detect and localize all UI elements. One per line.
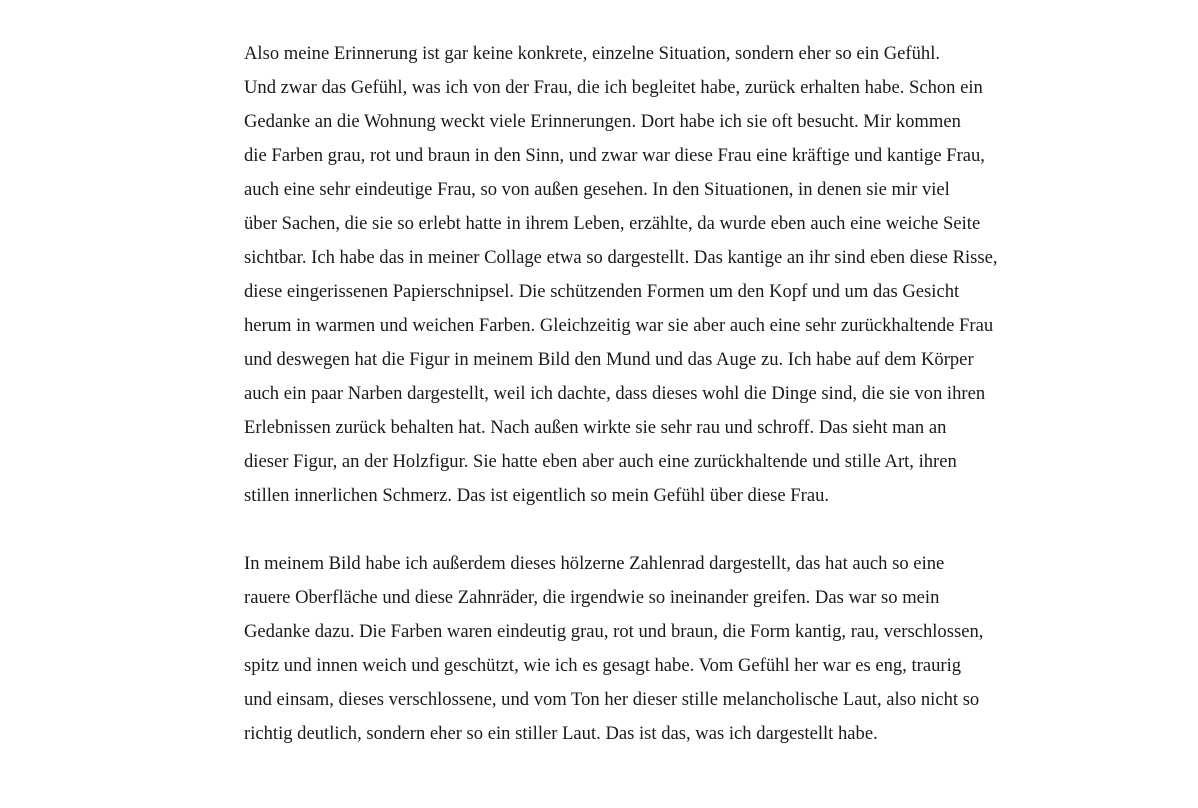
text-line: auch eine sehr eindeutige Frau, so von außen gesehen. In den Situationen, in denen sie mir viel	[244, 179, 950, 200]
text-line: In meinem Bild habe ich außerdem dieses hölzerne Zahlenrad dargestellt, das hat auch so eine	[244, 553, 945, 574]
text-line: rauere Oberfläche und diese Zahnräder, die irgendwie so ineinander greifen. Das war so mein	[244, 587, 940, 608]
paragraph-spacer	[244, 513, 1064, 547]
text-line: stillen innerlichen Schmerz. Das ist eigentlich so mein Gefühl über diese Frau.	[244, 485, 830, 506]
text-line: dieser Figur, an der Holzfigur. Sie hatte eben aber auch eine zurückhaltende und stille Art, ihren	[244, 451, 957, 472]
text-line: diese eingerissenen Papierschnipsel. Die schützenden Formen um den Kopf und um das Gesicht	[244, 281, 960, 302]
text-line: sichtbar. Ich habe das in meiner Collage etwa so dargestellt. Das kantige an ihr sind eben diese Risse,	[244, 247, 998, 268]
paragraph-2	[244, 547, 1064, 751]
text-line: spitz und innen weich und geschützt, wie ich es gesagt habe. Vom Gefühl her war es eng, traurig	[244, 655, 962, 676]
text-line: und deswegen hat die Figur in meinem Bild den Mund und das Auge zu. Ich habe auf dem Körper	[244, 349, 974, 370]
text-line: Gedanke dazu. Die Farben waren eindeutig grau, rot und braun, die Form kantig, rau, verschlossen,	[244, 621, 984, 642]
document-body	[244, 37, 1064, 751]
text-line: Erlebnissen zurück behalten hat. Nach außen wirkte sie sehr rau und schroff. Das sieht man an	[244, 417, 947, 438]
text-line: herum in warmen und weichen Farben. Gleichzeitig war sie aber auch eine sehr zurückhaltende Frau	[244, 315, 994, 336]
text-line: auch ein paar Narben dargestellt, weil ich dachte, dass dieses wohl die Dinge sind, die sie von ihren	[244, 383, 986, 404]
text-line: richtig deutlich, sondern eher so ein stiller Laut. Das ist das, was ich dargestellt habe.	[244, 723, 878, 744]
paragraph-1	[244, 37, 1064, 513]
text-line: die Farben grau, rot und braun in den Sinn, und zwar war diese Frau eine kräftige und kantige Frau,	[244, 145, 985, 166]
text-line: Gedanke an die Wohnung weckt viele Erinnerungen. Dort habe ich sie oft besucht. Mir kommen	[244, 111, 961, 132]
text-line: Also meine Erinnerung ist gar keine konkrete, einzelne Situation, sondern eher so ein Gefühl.	[244, 43, 941, 64]
text-line: über Sachen, die sie so erlebt hatte in ihrem Leben, erzählte, da wurde eben auch eine weiche Seite	[244, 213, 981, 234]
text-line: und einsam, dieses verschlossene, und vom Ton her dieser stille melancholische Laut, also nicht so	[244, 689, 980, 710]
text-line: Und zwar das Gefühl, was ich von der Frau, die ich begleitet habe, zurück erhalten habe. Schon ein	[244, 77, 983, 98]
